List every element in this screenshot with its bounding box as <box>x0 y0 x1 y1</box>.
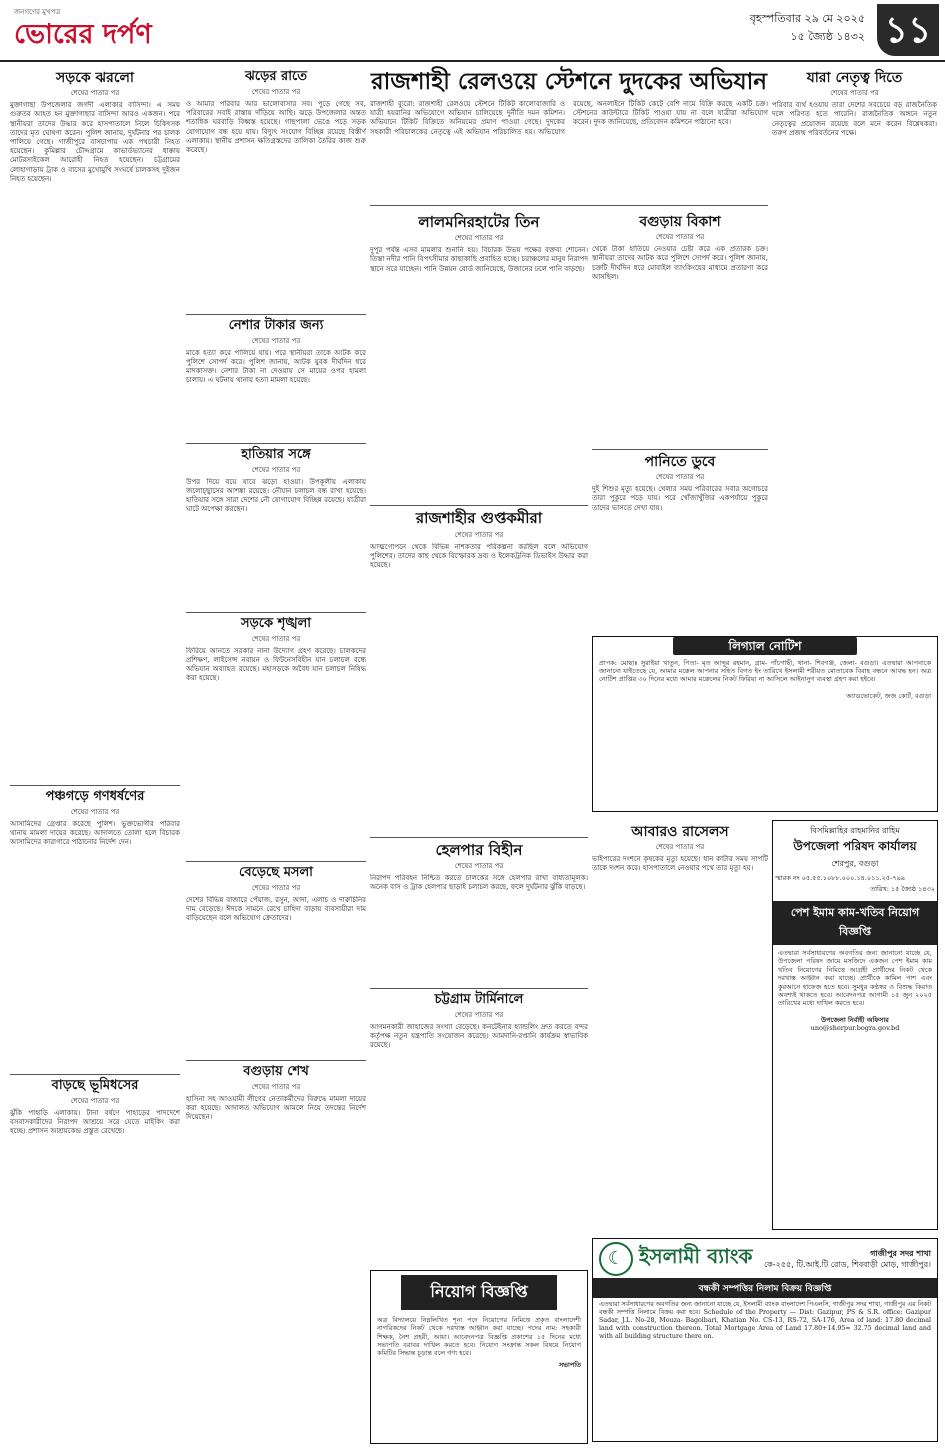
tagline: জনগণের মুখপত্র <box>14 8 61 16</box>
divider <box>186 861 366 862</box>
column-5 <box>772 66 937 626</box>
story-kicker: শেষের পাতার পর <box>454 861 504 870</box>
story-headline: বাড়ছে ভূমিধসের <box>51 1078 139 1094</box>
story-kicker: শেষের পাতার পর <box>454 234 504 243</box>
lead-story <box>370 66 768 206</box>
divider <box>10 1074 180 1075</box>
recruitment-title: পেশ ইমাম কাম-খতিব নিয়োগ বিজ্ঞপ্তি <box>773 901 937 945</box>
branch-name: গাজীপুর সদর শাখা <box>870 1248 931 1258</box>
hiring-notice-title: নিয়োগ বিজ্ঞপ্তি <box>401 1275 557 1310</box>
newspaper-name: ভোরের দর্পণ <box>14 19 152 50</box>
bank-auction-notice <box>592 1238 938 1442</box>
story-kicker: শেষের পাতার পর <box>251 883 301 892</box>
story-kicker: শেষের পাতার পর <box>655 843 705 852</box>
column-2 <box>186 66 366 1446</box>
story-body: আত্মগোপনে থেকে বিভিন্ন নাশকতার পরিকল্পনা করছিল বলে অভিযোগ পুলিশের। তাদের কাছ থেকে বিস্ফোরক দ্রব্য ও ইলেকট্রনিক ডিভাইস উদ্ধার করা হয়েছে। <box>370 542 588 569</box>
story-headline: যারা নেতৃত্ব দিতে <box>806 70 903 86</box>
story-kicker: শেষের পাতার পর <box>655 233 705 242</box>
divider <box>186 1060 366 1061</box>
legal-notice-signature: অ্যাডভোকেট, জজ কোর্ট, বগুড়া <box>846 691 931 700</box>
column-1 <box>10 66 180 1446</box>
recruitment-email: uno@sherpur.bogra.gov.bd <box>810 1024 900 1033</box>
legal-notice-title: লিগ্যাল নোটিশ <box>673 637 857 655</box>
lead-body: রাজশাহী ব্যুরো: রাজশাহী রেলওয়ে স্টেশনে টিকিট কালোবাজারি ও যাত্রী হয়রানির অভিযোগে অভিযান চালিয়েছে দুর্নীতি দমন কমিশন। অভিযানে টিকিট বিক্রিতে অনিয়মের প্রমাণ পাওয়া গেছে। দুদকের সহকারী পরিচালকের নেতৃত্বে এই অভিযান পরিচালিত হয়। অভিযোগ রয়েছে, অনলাইনে টিকিট কেটে বেশি দামে বিক্রি করছে একটি চক্র। স্টেশনের কাউন্টারে টিকিট পাওয়া যায় না বলে যাত্রীরা অভিযোগ করেন। দুদক জানিয়েছে, প্রতিবেদন কমিশনে পাঠানো হবে। <box>370 100 768 136</box>
story-body: দেশের বিভিন্ন বাজারে পেঁয়াজ, রসুন, আদা, এলাচ ও দারুচিনির দাম বেড়েছে। ঈদকে সামনে রেখে চাহিদা বাড়ায় ব্যবসায়ীরা দাম বাড়িয়েছেন বলে অভিযোগ ক্রেতাদের। <box>186 895 366 923</box>
story-body: উপর দিয়ে বয়ে যাবে ঝড়ো হাওয়া। উপকূলীয় এলাকায় জলোচ্ছ্বাসের আশঙ্কা রয়েছে। নৌযান চলাচল বন্ধ রাখা হয়েছে। হাতিয়ার সঙ্গে সারা দেশের নৌ যোগাযোগ বিচ্ছিন্ন রয়েছে। যাত্রীরা ঘাটে অপেক্ষা করছেন। <box>186 477 366 514</box>
date-gregorian: বৃহস্পতিবার ২৯ মে ২০২৫ <box>749 12 865 25</box>
bank-name: ইসলামী ব্যাংক <box>639 1244 753 1268</box>
recruitment-body: এতদ্বারা সর্বসাধারণের অবগতির জন্য জানানো যাচ্ছে যে, উপজেলা পরিষদ জামে মসজিদে একজন পেশ ইমাম কাম খতিব নিয়োগের নিমিত্তে আগ্রহী প্রার্থীদের নিকট থেকে দরখাস্ত আহ্বান করা যাচ্ছে। প্রার্থীকে কামিল পাশ এবং কুরআনে হাফেজ হতে হবে। সুমধুর কণ্ঠস্বর ও বিশুদ্ধ কিরাত অবশ্যই থাকতে হবে। আবেদনপত্র আগামী ১৫ জুন ২০২৫ তারিখের মধ্যে দাখিল করতে হবে। <box>778 949 932 1008</box>
branch-address: কে-২৫৫, টি.আই.টি রোড, শিববাড়ী মোড়, গাজীপুর। <box>763 1259 931 1269</box>
memo-number: স্মারক নং ০৫.৫৫.১০৮৮.০০০.১৪.০১১.২৫-৭৯৯ <box>775 874 906 882</box>
divider <box>186 314 366 315</box>
auction-title: বন্ধকী সম্পত্তির নিলাম বিক্রয় বিজ্ঞপ্তি <box>593 1279 937 1298</box>
divider <box>370 988 588 989</box>
column-4-lower <box>592 820 768 1230</box>
story-headline: লালমনিরহাটের তিন <box>418 213 540 231</box>
bank-header <box>593 1239 937 1279</box>
divider <box>10 785 180 786</box>
hiring-notice <box>370 1270 588 1444</box>
story-headline: বগুড়ায় শেখ <box>243 1063 309 1079</box>
story-kicker: শেষের পাতার পর <box>251 336 301 345</box>
story-kicker: শেষের পাতার পর <box>70 808 120 817</box>
story-headline: ঝড়ের রাতে <box>245 69 307 84</box>
recruitment-header <box>773 821 937 899</box>
story-body: আগমনকারী জাহাজের সংখ্যা বেড়েছে। কনটেইনার হ্যান্ডলিং দ্রুত করতে বন্দর কর্তৃপক্ষ নতুন যন্ত্রপাতি সংযোজন করেছে। আমদানি-রপ্তানি কার্যক্রম স্বাভাবিক রয়েছে। <box>370 1022 588 1050</box>
story-body: হাসিনা সহ আওয়ামী লীগের নেতাকর্মীদের বিরুদ্ধে মামলা দায়ের করা হয়েছে। আদালত অভিযোগ আমলে নিয়ে তদন্তের নির্দেশ দিয়েছেন। <box>186 1094 366 1122</box>
story-headline: পঞ্চগড়ে গণধর্ষণের <box>45 789 145 805</box>
story-kicker: শেষের পাতার পর <box>251 465 301 474</box>
story-body: থেকে টাকা হাতিয়ে নেওয়ার চেষ্টা করে এক প্রতারক চক্র। স্থানীয়রা তাদের আটক করে পুলিশে সোপর্দ করে। পুলিশ জানায়, চক্রটি দীর্ঘদিন ধরে মোবাইল ব্যাংকিংয়ের মাধ্যমে প্রতারণা করে আসছিল। <box>592 245 768 281</box>
divider <box>370 505 588 506</box>
story-headline: রাজশাহীর গুপ্তকমীরা <box>415 509 543 528</box>
column-3 <box>370 210 588 1266</box>
story-headline: পানিতে ডুবে <box>644 454 716 471</box>
divider <box>186 612 366 613</box>
story-body: আসামিদের গ্রেপ্তার করেছে পুলিশ। ভুক্তভোগীর পরিবার থানায় মামলা দায়ের করেছে। আদালতে তোলা হলে বিচারক আসামিদের কারাগারে পাঠানোর নির্দেশ দেন। <box>10 820 180 847</box>
story-body: ভাইপারের দংশনে কৃষকের মৃত্যু হয়েছে। ধান কাটার সময় সাপটি তাকে দংশন করে। হাসপাতালে নেওয়ার পথে তার মৃত্যু হয়। <box>592 855 768 873</box>
office-name: উপজেলা পরিষদ কার্যালয় <box>793 839 917 853</box>
recruitment-signer: উপজেলা নির্বাহী অফিসার <box>821 1015 889 1024</box>
divider <box>186 443 366 444</box>
bank-logo-icon: ☾ <box>599 1242 633 1276</box>
memo-date: তারিখ: ১৫ জ্যৈষ্ঠ ১৪৩২ <box>870 885 935 893</box>
story-body: দুই শিশুর মৃত্যু হয়েছে। খেলার সময় পরিবারের সবার অগোচরে তারা পুকুরে পড়ে যায়। পরে খোঁজাখুঁজির একপর্যায়ে পুকুরে তাদের ভাসতে দেখা যায়। <box>592 485 768 512</box>
masthead <box>0 0 945 62</box>
story-kicker: শেষের পাতার পর <box>830 89 879 98</box>
story-headline: হাতিয়ার সঙ্গে <box>241 446 311 462</box>
story-kicker: শেষের পাতার পর <box>454 1010 504 1019</box>
imam-recruitment-notice <box>772 820 938 1230</box>
story-body: মাকে হত্যা করে পালিয়ে যায়। পরে স্থানীয়রা তাকে আটক করে পুলিশে সোপর্দ করে। পুলিশ জানায়, আটক যুবক দীর্ঘদিন ধরে মাদকাসক্ত। নেশার টাকা না দেওয়ায় সে মায়ের ওপর হামলা চালায়। এ ঘটনায় থানায় হত্যা মামলা হয়েছে। <box>186 348 366 385</box>
office-place: শেরপুর, বগুড়া <box>831 859 879 868</box>
divider <box>592 449 768 450</box>
story-kicker: শেষের পাতার পর <box>70 89 120 98</box>
story-body: ও আমার পরিবার আর ভালোবাসার সব। পুড়ে গেছে সব, পরিবারের সবাই রাস্তায় দাঁড়িয়ে আছি। ঝড়ে উপজেলার অন্তত শতাধিক ঘরবাড়ি বিধ্বস্ত হয়েছে। গাছপালা ভেঙে পড়ে সড়ক যোগাযোগ বন্ধ হয়ে যায়। বিদ্যুৎ সংযোগ বিচ্ছিন্ন রয়েছে বিস্তীর্ণ এলাকায়। স্থানীয় প্রশাসন ক্ষতিগ্রস্তদের তালিকা তৈরির কাজ শুরু করেছে। <box>186 99 366 154</box>
date-block <box>750 10 865 46</box>
story-headline: আবারও রাসেলস <box>631 824 729 840</box>
story-headline: নেশার টাকার জন্য <box>228 317 324 333</box>
story-headline: সড়কে শৃঙ্খলা <box>240 615 312 631</box>
story-kicker: শেষের পাতার পর <box>70 1096 120 1105</box>
hiring-notice-body: অত্র বিদ্যালয়ে নিম্নলিখিত শূন্য পদে নিয়োগের নিমিত্তে প্রকৃত বাংলাদেশী নাগরিকদের নিকট থেকে দরখাস্ত আহ্বান করা যাচ্ছে। পদের নাম: সহকারী শিক্ষক, নৈশ প্রহরী, আয়া। আবেদনপত্র বিজ্ঞপ্তি প্রকাশের ১৫ দিনের মধ্যে সভাপতি বরাবর দাখিল করতে হবে। নিয়োগ সংক্রান্ত সকল বিষয়ে নিয়োগ কমিটির সিদ্ধান্ত চূড়ান্ত বলে গণ্য হবে। <box>377 1316 581 1358</box>
story-headline: বেড়েছে মসলা <box>239 864 313 880</box>
salutation: বিসমিল্লাহির রাহমানির রাহিম <box>810 826 900 835</box>
story-body: দুপুর পর্যন্ত এসব মামলার শুনানি হয়। বিচারক উভয় পক্ষের বক্তব্য শোনেন। তিস্তা নদীর পানি বিপৎসীমার কাছাকাছি প্রবাহিত হচ্ছে। চরাঞ্চলের মানুষ নিরাপদ স্থানে সরে যাচ্ছেন। পানি উন্নয়ন বোর্ড জানিয়েছে, উজানের ঢলে পানি বাড়ছে। <box>370 246 588 273</box>
story-headline: চট্টগ্রাম টার্মিনালে <box>434 991 524 1007</box>
bank-branch <box>764 1248 931 1270</box>
newspaper-logo <box>14 6 164 56</box>
story-body: ফিরিয়ে আনতে সরকার নানা উদ্যোগ গ্রহণ করেছে। চালকদের প্রশিক্ষণ, লাইসেন্স নবায়ন ও ফিটনেসবিহীন যান চলাচল বন্ধে অভিযান অব্যাহত রয়েছে। মহাসড়কে অবৈধ যান চলাচল নিষিদ্ধ করা হয়েছে। <box>186 646 366 683</box>
story-body: মুক্তাগাছা উপজেলার জগদী এলাকার বাসিন্দা। এ সময় গুরুতর আহত হন মুক্তাগাছার বাসিন্দা আরও একজন। পরে স্থানীয়রা তাদের উদ্ধার করে হাসপাতালে নিলে চিকিৎসক তাদের মৃত ঘোষণা করেন। পুলিশ জানায়, দুর্ঘটনার পর চালক পালিয়ে গেছে। গাজীপুরে বাসচাপায় এক পথচারী নিহত হয়েছেন। কুমিল্লার চৌদ্দগ্রামে কাভার্ডভ্যানের ধাক্কায় মোটরসাইকেল আরোহী নিহত হয়েছেন। চট্টগ্রামের লোহাগাড়ায় ট্রাক ও বাসের মুখোমুখি সংঘর্ষে চালকসহ দুইজন নিহত হয়েছেন। <box>10 101 180 183</box>
story-headline: বগুড়ায় বিকাশ <box>639 214 721 230</box>
date-bengali: ১৫ জ্যৈষ্ঠ ১৪৩২ <box>790 30 865 43</box>
story-kicker: শেষের পাতার পর <box>251 634 301 643</box>
auction-body: এতদ্বারা সর্বসাধারণের অবগতির জন্য জানানো যাচ্ছে যে, ইসলামী ব্যাংক বাংলাদেশ পিএলসি, গাজীপুর সদর শাখা, গাজীপুর এর নিকট বন্ধকী সম্পত্তি নিলামে বিক্রয় করা হবে। Schedule of the Property — Dist: Gazipur, PS & S.R. office: Gazipur Sadar, J.L. No-28, Mouza- Bagolbari, Khatian No. CS-13, RS-72, SA-176, Area of land: 17.80 decimal land with construction thereon. Total Mortgage Area of Land 17.80+14.95= 32.75 decimal land and with all building structure there on. <box>599 1301 931 1340</box>
story-kicker: শেষের পাতার পর <box>454 530 504 539</box>
story-body: নিরাপদ পরিবহন নিশ্চিত করতে চালকের সঙ্গে হেলপার রাখা বাধ্যতামূলক। অনেক বাস ও ট্রাক হেলপার ছাড়াই চলাচল করছে, ফলে দুর্ঘটনার ঝুঁকি বাড়ছে। <box>370 873 588 891</box>
story-body: পরিবার ব্যর্থ হওয়ায় তারা দেশের সবচেয়ে বড় রাজনৈতিক দলে পরিণত হতে পারেনি। রাজনৈতিক অঙ্গনে নতুন নেতৃত্বের প্রয়োজন রয়েছে বলে মনে করেন বিশ্লেষকরা। তরুণ প্রজন্ম পরিবর্তনের পক্ষে। <box>772 101 937 137</box>
story-kicker: শেষের পাতার পর <box>655 473 705 482</box>
divider <box>370 837 588 838</box>
story-headline: সড়কে ঝরলো <box>56 70 134 86</box>
story-body: ঝুঁকি পাহাড়ি এলাকায়। টানা বর্ষণে পাহাড়ের পাদদেশে বসবাসকারীদের নিরাপদ আশ্রয়ে সরে যেতে মাইকিং করা হচ্ছে। প্রশাসন আশ্রয়কেন্দ্র প্রস্তুত রেখেছে। <box>10 1108 180 1136</box>
legal-notice-body: প্রাপক: মোছাঃ সুরাইয়া খাতুন, পিতা- মৃত আব্দুর রহমান, গ্রাম- পাঁচগাছী, থানা- শিবগঞ্জ, জেলা- বগুড়া। এতদ্বারা আপনাকে জানানো যাইতেছে যে, আমার মক্কেল আপনার সহিত বিগত ইং তারিখে ইসলামী শরীয়ত মোতাবেক বিবাহ বন্ধনে আবদ্ধ হন। অত্র নোটিশ প্রাপ্তির ৩০ দিনের মধ্যে আমার মক্কেলের নিকট ফিরিয়া না আসিলে আইনানুগ ব্যবস্থা গ্রহণ করা হইবে। <box>599 659 931 684</box>
story-kicker: শেষের পাতার পর <box>251 87 301 96</box>
page-number: ১১ <box>877 4 939 56</box>
story-headline: হেলপার বিহীন <box>435 840 523 859</box>
legal-notice <box>592 636 938 812</box>
lead-headline: রাজশাহী রেলওয়ে স্টেশনে দুদকের অভিযান <box>371 69 767 95</box>
story-kicker: শেষের পাতার পর <box>251 1082 301 1091</box>
hiring-notice-signer: সভাপতি <box>558 1361 581 1370</box>
column-4 <box>592 210 768 630</box>
